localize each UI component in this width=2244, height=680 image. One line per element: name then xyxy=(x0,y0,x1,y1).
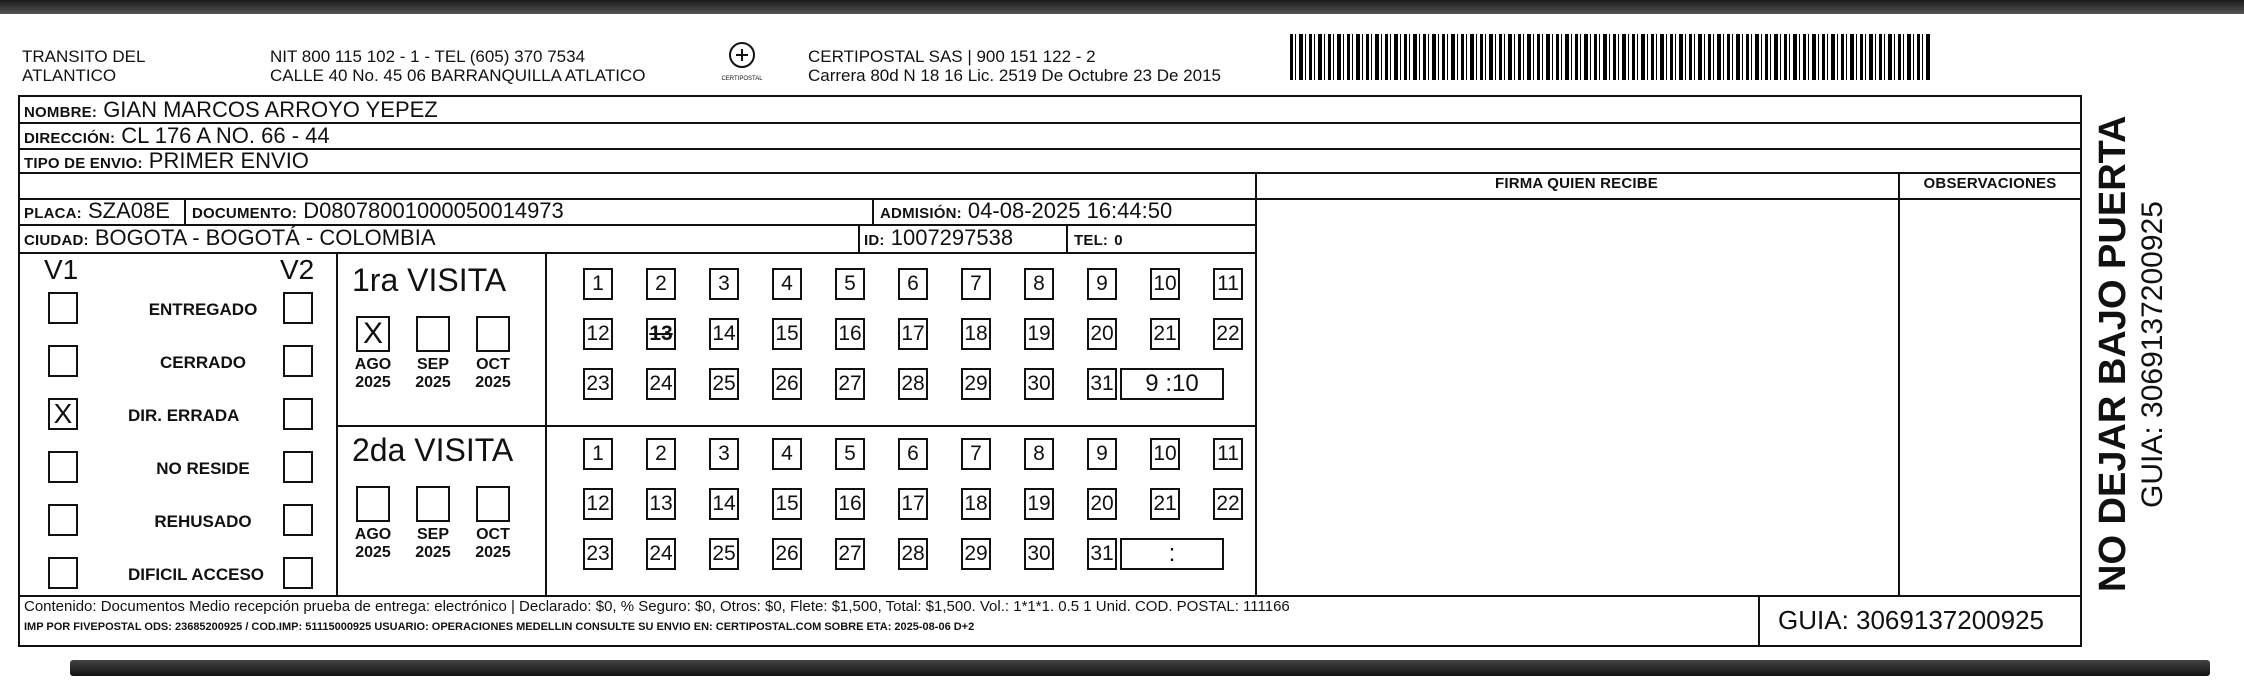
visit2-year-label-0: 2025 xyxy=(355,544,391,561)
issuer-contact xyxy=(270,47,645,85)
admision-value: 04-08-2025 16:44:50 xyxy=(967,198,1173,223)
visit1-day-22[interactable]: 22 xyxy=(1213,318,1243,350)
id-value: 1007297538 xyxy=(890,225,1014,250)
v1-checkbox-4[interactable] xyxy=(48,504,78,536)
visit1-day-9[interactable]: 9 xyxy=(1087,268,1117,300)
direccion-value: CL 176 A NO. 66 - 44 xyxy=(121,123,330,148)
footer-guia-divider xyxy=(1758,595,1760,647)
visit-divider xyxy=(336,425,1256,427)
status-option-2: DIR. ERRADA xyxy=(128,406,240,425)
firma-header xyxy=(1255,172,1898,193)
obs-header xyxy=(1898,172,2082,193)
visit2-day-6[interactable]: 6 xyxy=(898,438,928,470)
courier-line: CERTIPOSTAL SAS | 900 151 122 - 2 xyxy=(808,47,1096,66)
visit1-day-25[interactable]: 25 xyxy=(709,368,739,400)
certipostal-logo xyxy=(718,40,766,86)
status-option-0: ENTREGADO xyxy=(148,300,258,319)
visit2-day-29[interactable]: 29 xyxy=(961,538,991,570)
obs-label: OBSERVACIONES xyxy=(1923,175,2057,192)
footer-guia: GUIA: 3069137200925 xyxy=(1778,605,2044,635)
bottom-scan-edge xyxy=(70,660,2210,676)
issuer-line-2: ATLANTICO xyxy=(22,66,117,85)
issuer-block xyxy=(22,47,145,85)
visit2-day-24[interactable]: 24 xyxy=(646,538,676,570)
ciudad-value: BOGOTA - BOGOTÁ - COLOMBIA xyxy=(94,225,436,250)
visit2-day-30[interactable]: 30 xyxy=(1024,538,1054,570)
v1-header: V1 xyxy=(44,254,79,285)
visit2-day-7[interactable]: 7 xyxy=(961,438,991,470)
visit2-day-17[interactable]: 17 xyxy=(898,488,928,520)
v2-checkbox-4[interactable] xyxy=(283,504,313,536)
visit2-day-18[interactable]: 18 xyxy=(961,488,991,520)
visit2-day-2[interactable]: 2 xyxy=(646,438,676,470)
visit1-day-12[interactable]: 12 xyxy=(583,318,613,350)
nombre-value: GIAN MARCOS ARROYO YEPEZ xyxy=(103,97,438,122)
visit1-day-29[interactable]: 29 xyxy=(961,368,991,400)
visit2-day-14[interactable]: 14 xyxy=(709,488,739,520)
visit1-day-1[interactable]: 1 xyxy=(583,268,613,300)
logo-caption: CERTIPOSTAL xyxy=(721,76,763,82)
visit2-month-box-2[interactable] xyxy=(476,486,510,522)
admision-label: ADMISIÓN: xyxy=(880,205,962,222)
v2-checkbox-3[interactable] xyxy=(283,451,313,483)
visit1-day-26[interactable]: 26 xyxy=(772,368,802,400)
id-label: ID: xyxy=(864,232,885,249)
status-option-3: NO RESIDE xyxy=(156,459,250,478)
v2-checkbox-0[interactable] xyxy=(283,292,313,324)
visit2-month-label-2: OCT xyxy=(476,526,510,543)
visit2-month-label-0: AGO xyxy=(354,526,392,543)
tel-divider xyxy=(1066,224,1068,252)
visit1-month-box-2[interactable] xyxy=(476,316,510,352)
visit1-time-box[interactable]: 9 :10 xyxy=(1120,368,1224,400)
visit1-month-box-0[interactable]: X xyxy=(356,316,390,352)
v1-checkbox-3[interactable] xyxy=(48,451,78,483)
top-scan-edge xyxy=(0,0,2244,14)
visit1-year-label-0: 2025 xyxy=(355,374,391,391)
status-divider xyxy=(336,252,338,595)
visit1-day-10[interactable]: 10 xyxy=(1150,268,1180,300)
visit1-day-16[interactable]: 16 xyxy=(835,318,865,350)
ciudad-label: CIUDAD: xyxy=(24,232,89,249)
placa-label: PLACA: xyxy=(24,205,82,222)
footer-print-info: IMP POR FIVEPOSTAL ODS: 23685200925 / COD.IMP: 51115000925 USUARIO: OPERACIONES MEDELLIN CONSULTE SU ENVIO EN: CERTIPOSTAL.COM SOBRE ETA: 2025-08-06 D+2 xyxy=(24,621,975,633)
tel-cell xyxy=(1074,225,1123,251)
visit2-day-19[interactable]: 19 xyxy=(1024,488,1054,520)
placa-cell xyxy=(24,198,170,224)
nombre-label: NOMBRE: xyxy=(24,104,98,121)
visit1-day-2[interactable]: 2 xyxy=(646,268,676,300)
footer-rule xyxy=(18,595,2082,597)
visit1-day-4[interactable]: 4 xyxy=(772,268,802,300)
visit2-day-9[interactable]: 9 xyxy=(1087,438,1117,470)
visit1-day-18[interactable]: 18 xyxy=(961,318,991,350)
firma-header-rule xyxy=(1255,198,2082,200)
barcode xyxy=(1290,34,1930,80)
visit1-day-30[interactable]: 30 xyxy=(1024,368,1054,400)
v2-header: V2 xyxy=(280,254,315,285)
courier-address: Carrera 80d N 18 16 Lic. 2519 De Octubre 23 De 2015 xyxy=(808,66,1221,85)
tipo-value: PRIMER ENVIO xyxy=(148,148,309,173)
status-option-5: DIFICIL ACCESO xyxy=(128,565,265,584)
visit2-month-box-1[interactable] xyxy=(416,486,450,522)
address-line: CALLE 40 No. 45 06 BARRANQUILLA ATLATICO xyxy=(270,66,646,85)
nombre-row xyxy=(24,97,438,123)
v2-checkbox-5[interactable] xyxy=(283,557,313,589)
issuer-line-1: TRANSITO DEL xyxy=(22,47,146,66)
visit1-month-label-0: AGO xyxy=(354,356,392,373)
documento-label: DOCUMENTO: xyxy=(192,205,298,222)
visit1-day-3[interactable]: 3 xyxy=(709,268,739,300)
visit1-day-8[interactable]: 8 xyxy=(1024,268,1054,300)
visit1-day-31[interactable]: 31 xyxy=(1087,368,1117,400)
firma-divider xyxy=(1255,172,1257,595)
visit2-day-4[interactable]: 4 xyxy=(772,438,802,470)
admision-divider xyxy=(872,198,874,224)
visit2-title: 2da VISITA xyxy=(352,432,514,468)
v1-checkbox-0[interactable] xyxy=(48,292,78,324)
tipo-row xyxy=(24,148,309,174)
visit2-day-8[interactable]: 8 xyxy=(1024,438,1054,470)
visit1-day-21[interactable]: 21 xyxy=(1150,318,1180,350)
visit2-day-5[interactable]: 5 xyxy=(835,438,865,470)
admision-cell xyxy=(880,198,1172,224)
status-option-4: REHUSADO xyxy=(154,512,252,531)
placa-value: SZA08E xyxy=(88,198,170,223)
visit2-day-20[interactable]: 20 xyxy=(1087,488,1117,520)
ciudad-cell xyxy=(24,225,436,251)
documento-value: D08078001000050014973 xyxy=(303,198,564,223)
visit2-day-27[interactable]: 27 xyxy=(835,538,865,570)
status-option-1: CERRADO xyxy=(160,353,246,372)
visit2-day-21[interactable]: 21 xyxy=(1150,488,1180,520)
visit1-day-27[interactable]: 27 xyxy=(835,368,865,400)
v1-checkbox-1[interactable] xyxy=(48,345,78,377)
id-cell xyxy=(864,225,1013,251)
visit2-day-11[interactable]: 11 xyxy=(1213,438,1243,470)
visit1-day-15[interactable]: 15 xyxy=(772,318,802,350)
visit2-month-box-0[interactable] xyxy=(356,486,390,522)
tipo-label: TIPO DE ENVIO: xyxy=(24,155,143,172)
visit2-day-25[interactable]: 25 xyxy=(709,538,739,570)
months-divider xyxy=(545,252,547,595)
visit2-day-1[interactable]: 1 xyxy=(583,438,613,470)
visit2-day-3[interactable]: 3 xyxy=(709,438,739,470)
visit1-day-5[interactable]: 5 xyxy=(835,268,865,300)
v2-checkbox-1[interactable] xyxy=(283,345,313,377)
visit2-year-label-1: 2025 xyxy=(415,544,451,561)
visit2-day-28[interactable]: 28 xyxy=(898,538,928,570)
rule-6 xyxy=(18,252,1256,254)
direccion-row xyxy=(24,123,330,149)
visit1-day-7[interactable]: 7 xyxy=(961,268,991,300)
visit1-title: 1ra VISITA xyxy=(352,262,507,298)
visit1-day-28[interactable]: 28 xyxy=(898,368,928,400)
visit1-month-label-2: OCT xyxy=(476,356,510,373)
v1-checkbox-5[interactable] xyxy=(48,557,78,589)
visit1-year-label-2: 2025 xyxy=(475,374,511,391)
v1-checkbox-2[interactable]: X xyxy=(48,398,78,430)
certipostal-logo-icon xyxy=(727,40,757,70)
visit1-day-20[interactable]: 20 xyxy=(1087,318,1117,350)
visit2-day-22[interactable]: 22 xyxy=(1213,488,1243,520)
visit2-day-23[interactable]: 23 xyxy=(583,538,613,570)
visit2-year-label-2: 2025 xyxy=(475,544,511,561)
v2-checkbox-2[interactable] xyxy=(283,398,313,430)
visit1-day-23[interactable]: 23 xyxy=(583,368,613,400)
visit1-day-11[interactable]: 11 xyxy=(1213,268,1243,300)
visit1-month-box-1[interactable] xyxy=(416,316,450,352)
documento-cell xyxy=(192,198,564,224)
visit2-month-label-1: SEP xyxy=(416,526,449,543)
visit1-day-17[interactable]: 17 xyxy=(898,318,928,350)
firma-label: FIRMA QUIEN RECIBE xyxy=(1494,175,1659,192)
visit2-day-16[interactable]: 16 xyxy=(835,488,865,520)
visit1-day-24[interactable]: 24 xyxy=(646,368,676,400)
obs-divider xyxy=(1898,172,1900,595)
visit1-day-14[interactable]: 14 xyxy=(709,318,739,350)
visit1-day-19[interactable]: 19 xyxy=(1024,318,1054,350)
visit2-day-26[interactable]: 26 xyxy=(772,538,802,570)
visit2-time-box[interactable]: : xyxy=(1120,538,1224,570)
tel-value: 0 xyxy=(1114,232,1123,249)
visit1-day-13[interactable]: 13 xyxy=(646,318,676,350)
visit2-day-12[interactable]: 12 xyxy=(583,488,613,520)
visit2-day-13[interactable]: 13 xyxy=(646,488,676,520)
nit-line: NIT 800 115 102 - 1 - TEL (605) 370 7534 xyxy=(270,47,586,66)
visit1-day-6[interactable]: 6 xyxy=(898,268,928,300)
visit2-day-15[interactable]: 15 xyxy=(772,488,802,520)
visit2-day-10[interactable]: 10 xyxy=(1150,438,1180,470)
tel-label: TEL: xyxy=(1074,232,1109,249)
courier-block xyxy=(808,47,1221,85)
id-divider xyxy=(858,224,860,252)
placa-divider xyxy=(184,198,186,224)
side-guia: GUIA: 3069137200925 xyxy=(2136,201,2169,508)
footer-content: Contenido: Documentos Medio recepción prueba de entrega: electrónico | Declarado: $0, % Seguro: $0, Otros: $0, Flete: $1,500, Total: $1,500. Vol.: 1*1*1. 0.5 1 Unid. COD. POSTAL: 111166 xyxy=(24,598,1290,615)
visit1-month-label-1: SEP xyxy=(416,356,449,373)
visit1-year-label-1: 2025 xyxy=(415,374,451,391)
direccion-label: DIRECCIÓN: xyxy=(24,130,116,147)
side-warning: NO DEJAR BAJO PUERTA xyxy=(2092,115,2134,592)
visit2-day-31[interactable]: 31 xyxy=(1087,538,1117,570)
